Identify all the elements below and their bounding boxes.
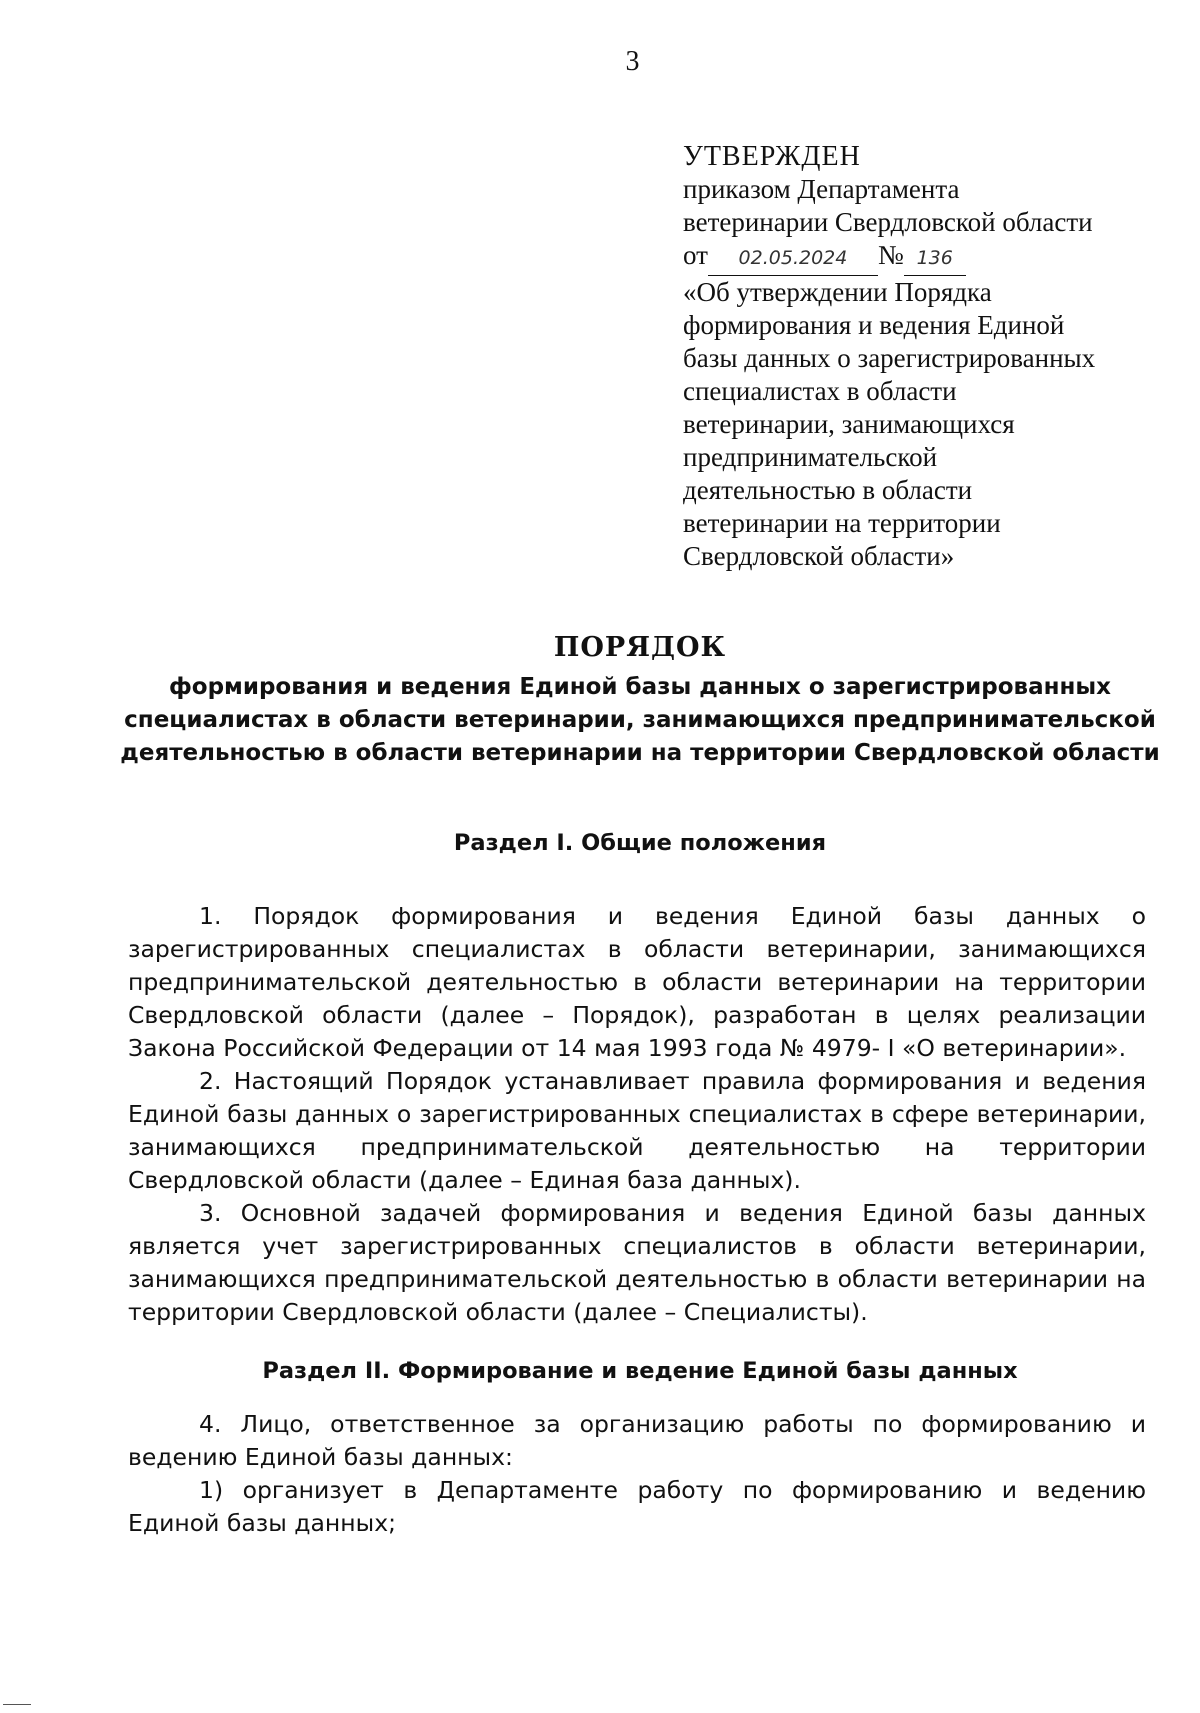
approval-line-2: ветеринарии Свердловской области: [683, 207, 1093, 237]
order-title-line: формирования и ведения Единой: [683, 310, 1065, 340]
order-title-line: Свердловской области»: [683, 541, 955, 571]
section-2-heading: Раздел II. Формирование и ведение Единой базы данных: [262, 1358, 1018, 1384]
order-title-line: базы данных о зарегистрированных: [683, 343, 1096, 373]
approval-line-1: приказом Департамента: [683, 174, 960, 204]
order-title-line: специалистах в области: [683, 376, 957, 406]
paragraph-4: 4. Лицо, ответственное за организацию работы по формированию и ведению Единой базы данных:: [128, 1410, 1146, 1471]
handwritten-number: 136: [904, 242, 966, 276]
number-label: №: [877, 240, 904, 270]
document-subtitle-line: деятельностью в области ветеринарии на территории Свердловской области: [120, 740, 1160, 766]
paragraph-1: 1. Порядок формирования и ведения Единой базы данных о зарегистрированных специалистах в области ветеринарии, занимающихся предпринимательской деятельностью в области ветеринарии на территории Свердловской области (далее – Порядок), разработан в целях реализации Закона Российской Федерации от 14 мая 1993 года № 4979- I «О ветеринарии».: [128, 902, 1146, 1062]
order-title-line: ветеринарии, занимающихся: [683, 409, 1015, 439]
approval-date-number-line: [683, 239, 1143, 276]
paragraph-4-item-1: 1) организует в Департаменте работу по формированию и ведению Единой базы данных;: [128, 1476, 1146, 1537]
section-2-body: [128, 1408, 1146, 1540]
order-title-line: ветеринарии на территории: [683, 508, 1001, 538]
document-subtitle-line: специалистах в области ветеринарии, занимающихся предпринимательской: [124, 707, 1156, 733]
page-number: 3: [625, 46, 640, 77]
from-label: от: [683, 240, 708, 270]
section-1-heading: Раздел I. Общие положения: [453, 830, 827, 856]
approval-stamp-block: [683, 140, 1143, 573]
paragraph-2: 2. Настоящий Порядок устанавливает правила формирования и ведения Единой базы данных о зарегистрированных специалистах в сфере ветеринарии, занимающихся предпринимательской деятельностью на территории Свердловской области (далее – Единая база данных).: [128, 1067, 1146, 1194]
paragraph-3: 3. Основной задачей формирования и ведения Единой базы данных является учет зарегистрированных специалистов в области ветеринарии, занимающихся предпринимательской деятельностью в области ветеринарии на территории Свердловской области (далее – Специалисты).: [128, 1199, 1146, 1326]
order-title-line: «Об утверждении Порядка: [683, 277, 992, 307]
order-title-line: деятельностью в области: [683, 475, 973, 505]
order-title-line: предпринимательской: [683, 442, 938, 472]
approved-label: УТВЕРЖДЕН: [683, 141, 861, 172]
document-title: ПОРЯДОК: [553, 632, 727, 663]
margin-mark: [3, 1704, 31, 1705]
document-title-block: [120, 632, 1160, 770]
document-subtitle-line: формирования и ведения Единой базы данных о зарегистрированных: [168, 674, 1112, 700]
section-1-body: [128, 900, 1146, 1329]
handwritten-date: 02.05.2024: [708, 242, 878, 276]
